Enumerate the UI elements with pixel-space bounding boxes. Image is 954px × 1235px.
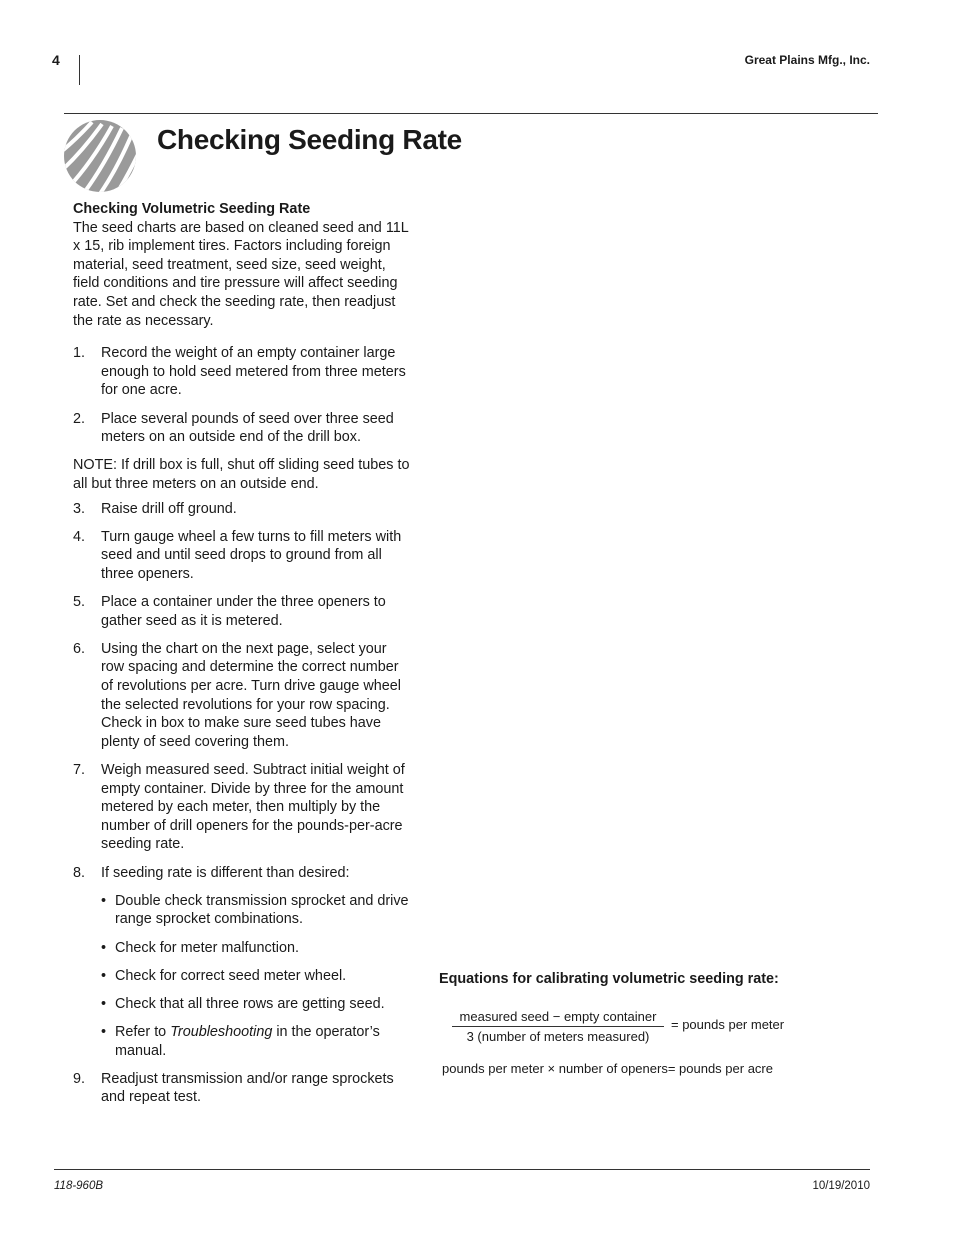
step-item [73,593,411,630]
bullet-item [101,892,411,929]
bullet-item [101,995,411,1014]
step-item [73,864,411,883]
step-number: 9. [73,1070,86,1087]
bullet-text: Double check transmission sprocket and drive range sprocket combinations. [115,892,409,928]
intro-paragraph: The seed charts are based on cleaned seed and 11L x 15, rib implement tires. Factors including foreign material, seed treatment, seed size, seed weight, field conditions and tire pressure will affect seeding rate. Set and check the seeding rate, then readjust the rate as necessary. [73,219,409,329]
bullet-text: Check that all three rows are getting seed. [115,995,385,1012]
bullet-text: Check for correct seed meter wheel. [115,967,347,984]
document-number: 118-960B [54,1180,104,1192]
step-number: 2. [73,410,86,427]
section-title: Checking Seeding Rate [157,124,462,155]
step-text: Raise drill off ground. [101,500,237,517]
step-number: 1. [73,345,86,362]
step-item [73,344,411,400]
subsection-heading: Checking Volumetric Seeding Rate [73,201,311,217]
step-text: Turn gauge wheel a few turns to fill meters with seed and until seed drops to ground from all three openers. [101,528,402,582]
bullet-icon: • [101,1024,107,1041]
step-number: 6. [73,640,86,657]
instructions-column [73,200,411,1117]
document-date: 10/19/2010 [812,1180,870,1192]
equation-denominator: 3 (number of meters measured) [466,1029,650,1044]
page-number: 4 [52,52,60,68]
equation-fraction [452,1009,664,1045]
step-item [73,528,411,584]
step-item [73,1070,411,1107]
step-text: Record the weight of an empty container large enough to hold seed metered from three meters for one acre. [101,345,406,399]
bullet-icon: • [101,995,107,1012]
header-rule [64,113,878,114]
step-item [73,410,411,447]
bullet-item [101,967,411,986]
bullet-item [101,939,411,958]
step-text: Readjust transmission and/or range sprockets and repeat test. [101,1070,394,1106]
company-name: Great Plains Mfg., Inc. [744,53,870,67]
bullet-text: Check for meter malfunction. [115,939,299,956]
bullet-text [115,1023,411,1060]
step-text: Place a container under the three openers to gather seed as it is metered. [101,594,386,629]
step-number: 7. [73,762,86,778]
footer-rule [54,1169,870,1170]
bullet-text-after: in the operator’s manual. [115,1024,380,1059]
step-number: 4. [73,528,86,545]
step-text: Using the chart on the next page, select your row spacing and determine the correct number of revolutions per acre. Turn drive gauge wheel the selected revolutions for your row spacing. Check in box to make sure seed tubes have plenty of seed covering them. [101,640,401,750]
equation-numerator: measured seed − empty container [452,1009,664,1027]
field-rows-logo-icon [62,118,138,194]
step-item [73,500,411,519]
step-number: 8. [73,864,86,881]
step-number: 5. [73,594,86,611]
step-text: Weigh measured seed. Subtract initial weight of empty container. Divide by three for the amount metered by each meter, then multiply by the number of drill openers for the pounds-per-acre seeding rate. [101,762,405,853]
equation-result: = pounds per meter [671,1017,785,1032]
step-item [73,640,411,752]
bullet-item [101,1023,411,1060]
step-item [73,761,411,854]
note-text: NOTE: If drill box is full, shut off sliding seed tubes to all but three meters on an outside end. [73,457,410,492]
step-text: Place several pounds of seed over three seed meters on an outside end of the drill box. [101,410,394,446]
bullet-icon: • [101,967,107,984]
equation-acre: pounds per meter × number of openers= pounds per acre [442,1061,773,1076]
troubleshooting-reference: Troubleshooting [170,1024,273,1041]
step-number: 3. [73,500,86,517]
bullet-text-before: Refer to [115,1024,171,1041]
bullet-icon: • [101,892,107,909]
header-divider [79,55,80,85]
bullet-icon: • [101,939,107,956]
bullet-list [101,892,411,1061]
equations-heading: Equations for calibrating volumetric seeding rate: [439,971,779,987]
step-text: If seeding rate is different than desired: [101,864,350,881]
